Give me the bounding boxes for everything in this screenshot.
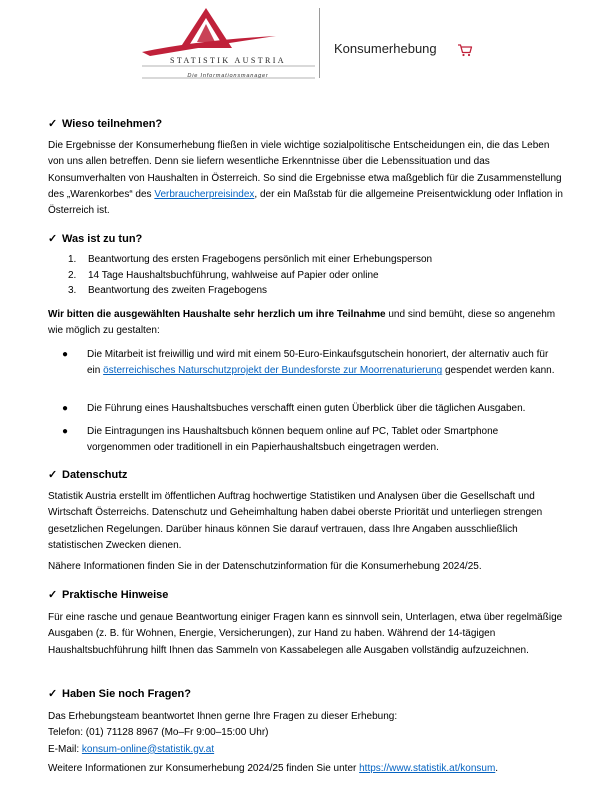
section-heading-questions: ✓ Haben Sie noch Fragen? [48, 685, 191, 703]
privacy-paragraph: Statistik Austria erstellt im öffentlichen Auftrag hochwertige Statistiken und Analysen über die Gesellschaft und Wirtschaft Österreichs. Datenschutz und Geheimhaltung haben dabei oberste Priorität und unterliegen strengen gesetzlichen Regelungen. Darüber hinaus können Sie darauf vertrauen, dass Ihre Angaben ausschließlich statistischen Zwecken dienen. [48, 491, 543, 551]
bullet-icon: ● [62, 349, 69, 360]
section-heading-why: ✓ Wieso teilnehmen? [48, 115, 162, 133]
page-title: Konsumerhebung [334, 41, 437, 56]
section-heading-privacy: ✓ Datenschutz [48, 466, 127, 484]
privacy-more-paragraph: Nähere Informationen finden Sie in der Datenschutzinformation für die Konsumerhebung 2024/25. [48, 561, 482, 572]
bullet-icon: ● [62, 426, 69, 437]
checkmark-icon: ✓ [48, 688, 58, 700]
nature-project-link[interactable]: österreichisches Naturschutzprojekt der Bundesforste zur Moorrenaturierung [103, 365, 443, 377]
header-divider [319, 8, 320, 78]
org-tagline: Die Informationsmanager [187, 73, 269, 79]
list-item: 3. Beantwortung des zweiten Fragebogens [68, 285, 268, 296]
why-paragraph: Die Ergebnisse der Konsumerhebung fließen in viele wichtige sozialpolitische Entscheidungen ein, die das Leben von uns allen betreffen. Denn sie liefern wesentliche Erkenntnisse über die Lebenssituation und das Konsumverhalten von Haushalten in Österreich. So sind die Ergebnisse etwa maßgeblich für die Zusammenstellung des „Warenkorbes“ des Verbraucherpreisindex, der ein Maßstab für die allgemeine Preisentwicklung oder Inflation in Österreich ist. [48, 140, 563, 217]
request-paragraph: Wir bitten die ausgewählten Haushalte sehr herzlich um ihre Teilnahme und sind bemüht, diese so angenehm wie möglich zu gestalten: [48, 309, 556, 337]
checkmark-icon: ✓ [48, 469, 58, 481]
cpi-link[interactable]: Verbraucherpreisindex [154, 188, 255, 200]
list-item: 2. 14 Tage Haushaltsbuchführung, wahlweise auf Papier oder online [68, 269, 379, 281]
shopping-cart-icon [457, 43, 473, 57]
list-item: ● Die Eintragungen ins Haushaltsbuch können bequem online auf PC, Tablet oder Smartphone vorgenommen oder traditionell in ein Papierhaushaltsbuch eingetragen werden. [62, 426, 499, 454]
checkmark-icon: ✓ [48, 118, 58, 130]
checkmark-icon: ✓ [48, 233, 58, 245]
bullet-icon: ● [62, 403, 69, 414]
list-item: ● Die Mitarbeit ist freiwillig und wird mit einem 50-Euro-Einkaufsgutschein honoriert, der alternativ auch für ein österreichisches Naturschutzprojekt der Bundesforste zur Moorrenaturierung gespendet werden kann. [62, 349, 555, 377]
page-header [0, 0, 610, 90]
questions-paragraph: Das Erhebungsteam beantwortet Ihnen gerne Ihre Fragen zu dieser Erhebung: Telefon: (01) 71128 8967 (Mo–Fr 9:00–15:00 Uhr) E-Mail: konsum-online@statistik.gv.at [48, 711, 398, 755]
org-name: STATISTIK AUSTRIA [170, 56, 286, 65]
list-item: 1. Beantwortung des ersten Fragebogens persönlich mit einer Erhebungsperson [68, 254, 433, 265]
email-link[interactable]: konsum-online@statistik.gv.at [81, 743, 215, 755]
section-heading-tips: ✓ Praktische Hinweise [48, 586, 168, 604]
konsum-website-link[interactable]: https://www.statistik.at/konsum [359, 763, 496, 774]
section-heading-todo: ✓ Was ist zu tun? [48, 230, 142, 248]
list-item: ● Die Führung eines Haushaltsbuches verschafft einen guten Überblick über die täglichen Ausgaben. [62, 401, 562, 417]
checkmark-icon: ✓ [48, 589, 58, 601]
steps-list [68, 252, 558, 299]
tips-paragraph: Für eine rasche und genaue Beantwortung einiger Fragen kann es sinnvoll sein, Unterlagen, etwa über regelmäßige Ausgaben (z. B. für Wohnen, Energie, Versicherungen), zur Hand zu haben. Während der 14-tägigen Haushaltsbuchführung hilft Ihnen das Sammeln von Kassabelegen alle Ausgaben vollständig aufzuzeichnen. [48, 612, 563, 656]
more-info-paragraph: Weitere Informationen zur Konsumerhebung 2024/25 finden Sie unter https://www.statistik.at/konsum. [48, 763, 499, 774]
